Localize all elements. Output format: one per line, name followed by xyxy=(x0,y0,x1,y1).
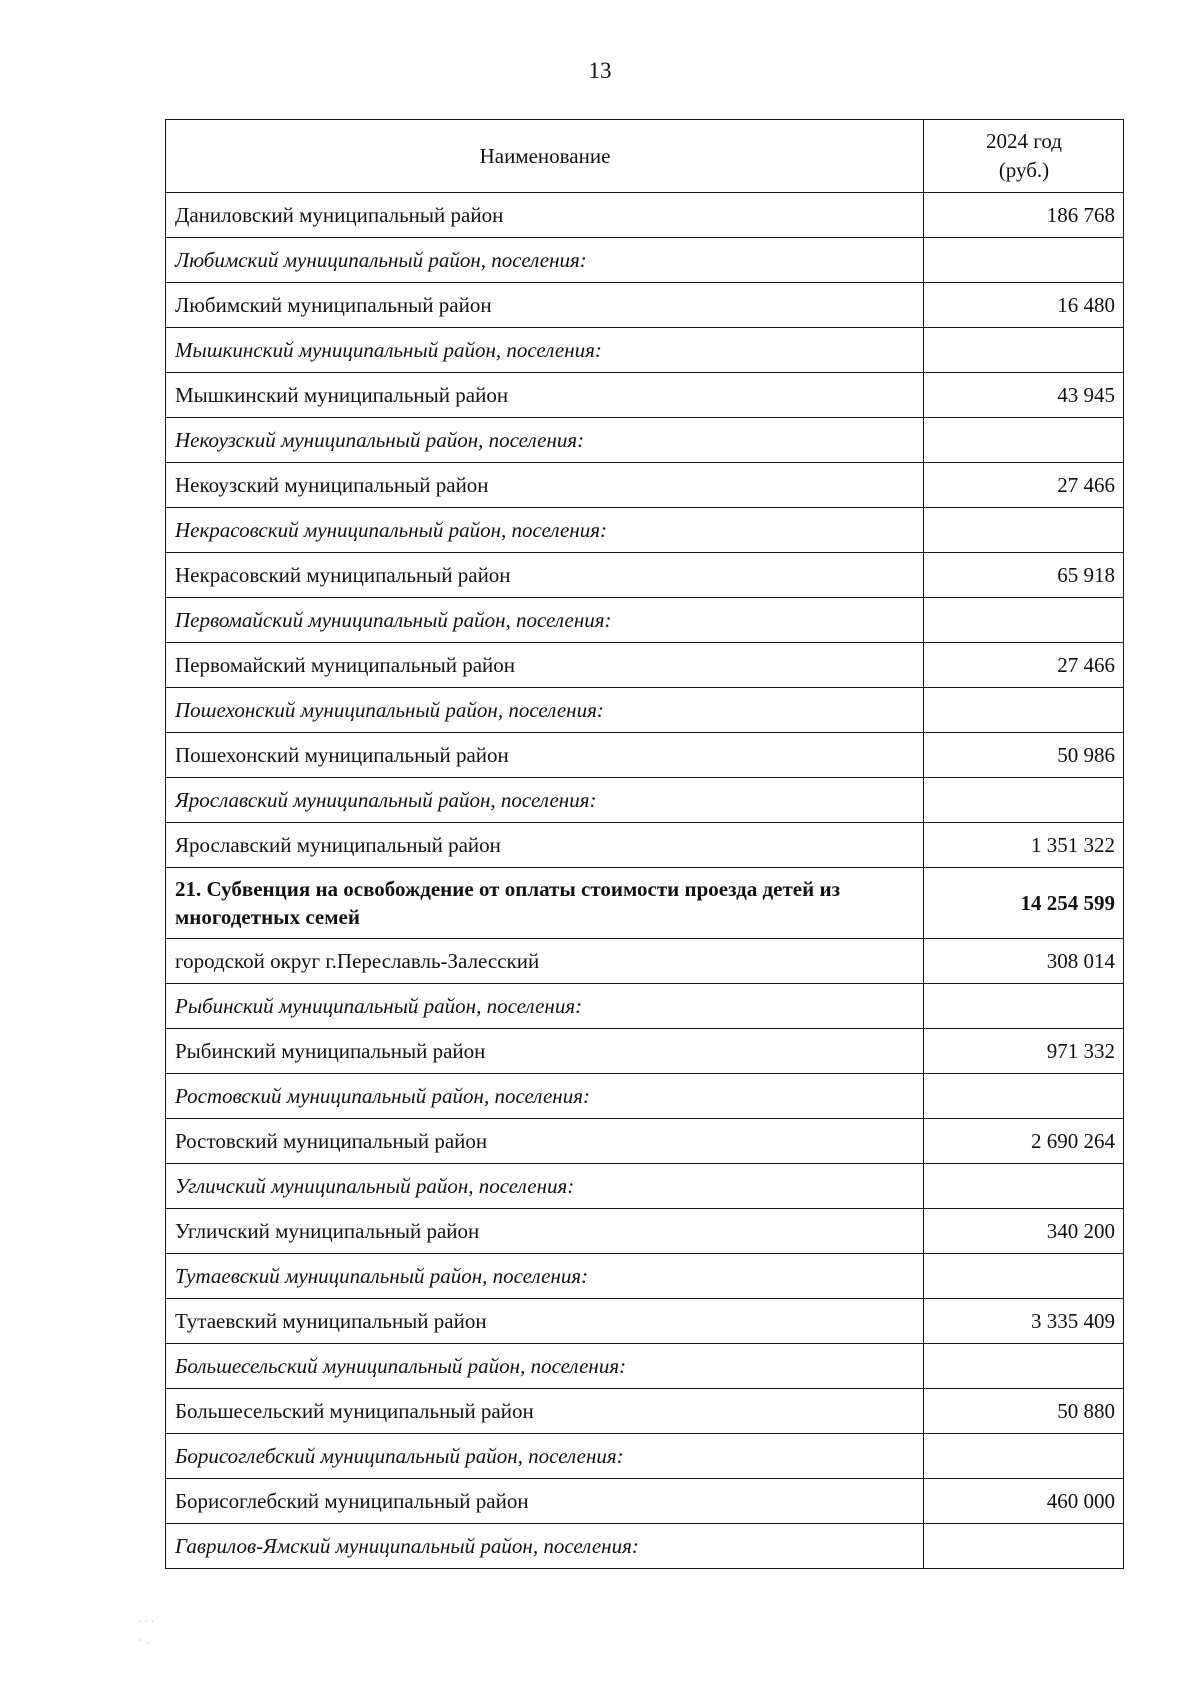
row-name: Пошехонский муниципальный район xyxy=(166,733,924,778)
row-name: Первомайский муниципальный район xyxy=(166,643,924,688)
row-amount xyxy=(924,328,1124,373)
row-name: Гаврилов-Ямский муниципальный район, поселения: xyxy=(166,1524,924,1569)
row-amount: 16 480 xyxy=(924,283,1124,328)
row-amount: 50 880 xyxy=(924,1389,1124,1434)
row-name: Пошехонский муниципальный район, поселения: xyxy=(166,688,924,733)
row-amount: 14 254 599 xyxy=(924,868,1124,939)
row-name: Ярославский муниципальный район xyxy=(166,823,924,868)
row-name: Любимский муниципальный район xyxy=(166,283,924,328)
row-name: 21. Субвенция на освобождение от оплаты стоимости проезда детей из многодетных семей xyxy=(166,868,924,939)
row-amount xyxy=(924,238,1124,283)
row-amount: 308 014 xyxy=(924,939,1124,984)
row-name: Первомайский муниципальный район, поселения: xyxy=(166,598,924,643)
table-row xyxy=(166,283,1124,328)
row-amount xyxy=(924,688,1124,733)
row-name: Рыбинский муниципальный район, поселения: xyxy=(166,984,924,1029)
table-row xyxy=(166,1119,1124,1164)
row-amount xyxy=(924,1074,1124,1119)
column-header-name: Наименование xyxy=(166,120,924,193)
group-header-row xyxy=(166,1074,1124,1119)
group-header-row xyxy=(166,1164,1124,1209)
column-header-year xyxy=(924,120,1124,193)
row-amount: 27 466 xyxy=(924,463,1124,508)
row-amount: 50 986 xyxy=(924,733,1124,778)
group-header-row xyxy=(166,984,1124,1029)
row-name: Угличский муниципальный район, поселения: xyxy=(166,1164,924,1209)
row-name: Ростовский муниципальный район, поселения: xyxy=(166,1074,924,1119)
section-header-row xyxy=(166,868,1124,939)
group-header-row xyxy=(166,688,1124,733)
row-name: Ярославский муниципальный район, поселения: xyxy=(166,778,924,823)
row-name: Некрасовский муниципальный район, поселения: xyxy=(166,508,924,553)
table-header-row xyxy=(166,120,1124,193)
table-row xyxy=(166,1389,1124,1434)
row-amount xyxy=(924,1254,1124,1299)
row-amount: 3 335 409 xyxy=(924,1299,1124,1344)
table-row xyxy=(166,373,1124,418)
row-amount xyxy=(924,1344,1124,1389)
row-amount xyxy=(924,1434,1124,1479)
table-row xyxy=(166,733,1124,778)
row-amount xyxy=(924,1524,1124,1569)
group-header-row xyxy=(166,1434,1124,1479)
table-row xyxy=(166,193,1124,238)
row-amount: 1 351 322 xyxy=(924,823,1124,868)
table-body xyxy=(166,193,1124,1569)
row-amount: 43 945 xyxy=(924,373,1124,418)
row-name: Мышкинский муниципальный район, поселения: xyxy=(166,328,924,373)
row-name: Некоузский муниципальный район, поселения: xyxy=(166,418,924,463)
group-header-row xyxy=(166,238,1124,283)
table-row xyxy=(166,1029,1124,1074)
row-name: Большесельский муниципальный район xyxy=(166,1389,924,1434)
group-header-row xyxy=(166,1254,1124,1299)
row-amount: 971 332 xyxy=(924,1029,1124,1074)
table-row xyxy=(166,1299,1124,1344)
group-header-row xyxy=(166,1524,1124,1569)
row-name: Борисоглебский муниципальный район, поселения: xyxy=(166,1434,924,1479)
row-name: Даниловский муниципальный район xyxy=(166,193,924,238)
scan-specks: · · · ` · xyxy=(138,1617,154,1650)
row-amount xyxy=(924,778,1124,823)
group-header-row xyxy=(166,418,1124,463)
row-name: Любимский муниципальный район, поселения: xyxy=(166,238,924,283)
column-header-year-label: 2024 год xyxy=(986,129,1062,153)
row-name: Рыбинский муниципальный район xyxy=(166,1029,924,1074)
row-name: Угличский муниципальный район xyxy=(166,1209,924,1254)
row-name: Борисоглебский муниципальный район xyxy=(166,1479,924,1524)
table-row xyxy=(166,553,1124,598)
row-name: Тутаевский муниципальный район, поселения: xyxy=(166,1254,924,1299)
row-amount xyxy=(924,984,1124,1029)
row-amount xyxy=(924,508,1124,553)
row-amount: 340 200 xyxy=(924,1209,1124,1254)
group-header-row xyxy=(166,778,1124,823)
row-name: Некоузский муниципальный район xyxy=(166,463,924,508)
row-name: Тутаевский муниципальный район xyxy=(166,1299,924,1344)
row-amount xyxy=(924,598,1124,643)
row-amount: 2 690 264 xyxy=(924,1119,1124,1164)
table-row xyxy=(166,1479,1124,1524)
column-header-unit: (руб.) xyxy=(998,158,1050,182)
row-amount: 460 000 xyxy=(924,1479,1124,1524)
row-name: городской округ г.Переславль-Залесский xyxy=(166,939,924,984)
table-row xyxy=(166,1209,1124,1254)
row-amount: 65 918 xyxy=(924,553,1124,598)
row-amount xyxy=(924,1164,1124,1209)
table-row xyxy=(166,939,1124,984)
group-header-row xyxy=(166,328,1124,373)
row-amount xyxy=(924,418,1124,463)
row-amount: 27 466 xyxy=(924,643,1124,688)
table-row xyxy=(166,643,1124,688)
row-name: Большесельский муниципальный район, поселения: xyxy=(166,1344,924,1389)
subvention-table xyxy=(165,119,1124,1569)
group-header-row xyxy=(166,1344,1124,1389)
table-row xyxy=(166,823,1124,868)
row-name: Мышкинский муниципальный район xyxy=(166,373,924,418)
group-header-row xyxy=(166,508,1124,553)
row-amount: 186 768 xyxy=(924,193,1124,238)
group-header-row xyxy=(166,598,1124,643)
row-name: Ростовский муниципальный район xyxy=(166,1119,924,1164)
page-number: 13 xyxy=(588,58,612,83)
table-row xyxy=(166,463,1124,508)
row-name: Некрасовский муниципальный район xyxy=(166,553,924,598)
